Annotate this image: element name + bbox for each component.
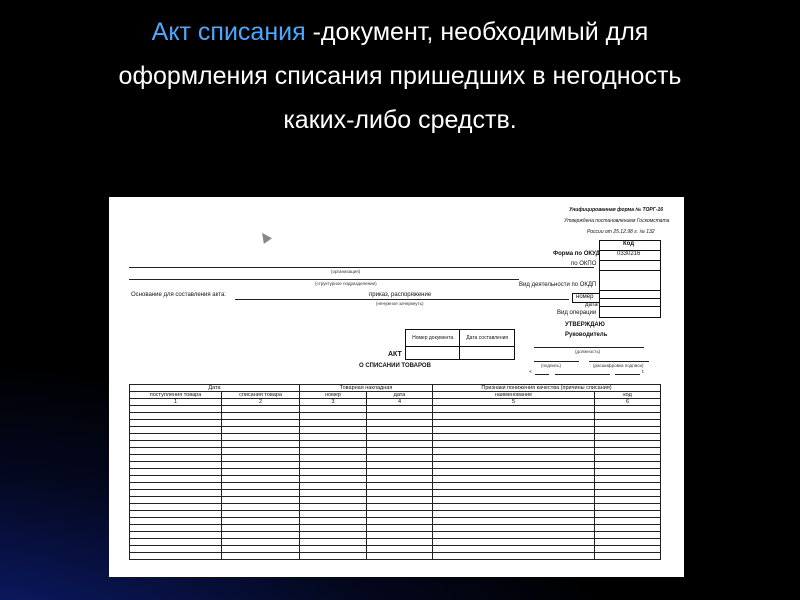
table-cell — [222, 427, 300, 434]
table-cell — [130, 441, 222, 448]
table-cell — [595, 539, 661, 546]
table-cell — [595, 511, 661, 518]
table-cell — [367, 483, 433, 490]
table-cell — [367, 532, 433, 539]
table-cell — [222, 511, 300, 518]
table-cell — [130, 406, 222, 413]
table-cell — [433, 427, 595, 434]
org-line — [129, 267, 594, 268]
table-cell — [367, 420, 433, 427]
table-cell — [367, 462, 433, 469]
table-cell — [367, 413, 433, 420]
signature-line — [534, 361, 579, 362]
table-cell — [595, 546, 661, 553]
table-cell — [433, 546, 595, 553]
table-row — [130, 420, 661, 427]
table-cell — [367, 553, 433, 560]
col-header-written-off: списания товара — [222, 392, 300, 399]
table-cell — [595, 455, 661, 462]
form-header-3: России от 25.12.98 г. № 132 — [587, 229, 655, 235]
col-header-received: поступления товара — [130, 392, 222, 399]
table-cell — [367, 427, 433, 434]
table-cell — [433, 455, 595, 462]
table-row — [130, 532, 661, 539]
table-cell — [595, 525, 661, 532]
code-label: Код — [623, 241, 635, 247]
position-line — [534, 347, 644, 348]
head-label: Руководитель — [565, 332, 608, 338]
table-cell — [433, 539, 595, 546]
unit-caption: (структурное подразделение) — [315, 281, 377, 286]
table-cell — [130, 434, 222, 441]
table-cell — [300, 483, 367, 490]
act-title: АКТ — [388, 351, 402, 358]
col-number-5: 5 — [433, 399, 595, 406]
table-cell — [130, 420, 222, 427]
table-cell — [595, 490, 661, 497]
table-row — [130, 434, 661, 441]
table-cell — [222, 420, 300, 427]
table-cell — [300, 490, 367, 497]
table-cell — [130, 427, 222, 434]
table-row — [130, 476, 661, 483]
table-cell — [433, 406, 595, 413]
decode-caption: (расшифровка подписи) — [593, 363, 644, 368]
table-cell — [222, 497, 300, 504]
date-label: дата — [585, 302, 598, 308]
org-caption: (организация) — [331, 269, 361, 274]
table-cell — [222, 413, 300, 420]
table-cell — [367, 539, 433, 546]
table-cell — [300, 406, 367, 413]
table-cell — [222, 525, 300, 532]
table-cell — [300, 441, 367, 448]
table-cell — [367, 546, 433, 553]
title-line-3: каких-либо средств. — [283, 106, 517, 134]
table-row — [130, 511, 661, 518]
table-cell — [300, 497, 367, 504]
table-cell — [300, 448, 367, 455]
table-cell — [130, 497, 222, 504]
table-cell — [222, 546, 300, 553]
table-cell — [433, 511, 595, 518]
table-cell — [222, 476, 300, 483]
basis-label: Основание для составления акта: — [131, 292, 226, 298]
table-cell — [595, 406, 661, 413]
col-number-2: 2 — [222, 399, 300, 406]
table-cell — [300, 469, 367, 476]
table-cell — [222, 441, 300, 448]
table-cell — [433, 518, 595, 525]
okdp-label: Вид деятельности по ОКДП — [519, 282, 597, 288]
table-cell — [595, 462, 661, 469]
table-row — [130, 497, 661, 504]
table-cell — [595, 469, 661, 476]
table-cell — [300, 553, 367, 560]
table-cell — [222, 448, 300, 455]
table-cell — [433, 553, 595, 560]
table-row — [130, 546, 661, 553]
table-cell — [130, 462, 222, 469]
table-cell — [130, 413, 222, 420]
table-cell — [222, 483, 300, 490]
table-row — [130, 518, 661, 525]
table-cell — [130, 490, 222, 497]
table-cell — [433, 497, 595, 504]
okud-value: 0330216 — [617, 251, 641, 257]
table-cell — [595, 504, 661, 511]
quote-mark: « — [529, 369, 532, 375]
table-cell — [130, 525, 222, 532]
table-row — [130, 490, 661, 497]
slide-title — [40, 10, 760, 142]
table-cell — [433, 420, 595, 427]
doc-number-cell — [406, 347, 460, 360]
table-cell — [367, 469, 433, 476]
table-cell — [130, 476, 222, 483]
table-cell — [595, 532, 661, 539]
table-cell — [130, 469, 222, 476]
group-date-header: Дата — [130, 385, 300, 392]
table-cell — [300, 413, 367, 420]
table-cell — [130, 511, 222, 518]
table-row — [130, 448, 661, 455]
table-cell — [367, 504, 433, 511]
table-row — [130, 525, 661, 532]
table-row — [130, 406, 661, 413]
table-cell — [222, 532, 300, 539]
table-cell — [222, 539, 300, 546]
month-line — [555, 374, 610, 375]
table-cell — [595, 441, 661, 448]
form-header-1: Унифицированная форма № ТОРГ-16 — [569, 207, 664, 213]
unit-line — [129, 279, 519, 280]
group-invoice-header: Товарная накладная — [300, 385, 433, 392]
table-cell — [433, 448, 595, 455]
table-cell — [222, 469, 300, 476]
table-cell — [222, 490, 300, 497]
table-cell — [300, 455, 367, 462]
table-cell — [595, 448, 661, 455]
table-row — [130, 413, 661, 420]
table-cell — [300, 462, 367, 469]
table-cell — [367, 518, 433, 525]
table-cell — [595, 476, 661, 483]
table-cell — [300, 546, 367, 553]
table-cell — [300, 476, 367, 483]
table-row — [130, 455, 661, 462]
table-cell — [222, 462, 300, 469]
table-cell — [222, 504, 300, 511]
basis-line — [235, 299, 569, 300]
col-number-3: 3 — [300, 399, 367, 406]
table-row — [130, 441, 661, 448]
table-cell — [130, 539, 222, 546]
table-cell — [367, 448, 433, 455]
table-cell — [222, 518, 300, 525]
table-row — [130, 469, 661, 476]
table-cell — [433, 532, 595, 539]
table-row — [130, 539, 661, 546]
table-cell — [300, 525, 367, 532]
title-highlight: Акт списания — [151, 18, 306, 46]
title-line-2: оформления списания пришедших в негодность — [118, 62, 682, 90]
table-cell — [595, 553, 661, 560]
table-cell — [433, 490, 595, 497]
group-quality-header: Признаки понижения качества (причины списания) — [433, 385, 661, 392]
table-row — [130, 483, 661, 490]
table-cell — [130, 518, 222, 525]
decode-line — [589, 361, 649, 362]
table-cell — [130, 532, 222, 539]
col-number-4: 4 — [367, 399, 433, 406]
table-cell — [367, 476, 433, 483]
table-cell — [300, 511, 367, 518]
table-row — [130, 427, 661, 434]
table-cell — [367, 490, 433, 497]
doc-date-cell — [460, 347, 515, 360]
basis-value: приказ, распоряжение — [369, 292, 432, 298]
table-cell — [300, 532, 367, 539]
table-cell — [595, 434, 661, 441]
table-cell — [433, 469, 595, 476]
col-header-name: наименование — [433, 392, 595, 399]
table-cell — [222, 455, 300, 462]
table-cell — [595, 413, 661, 420]
table-cell — [300, 434, 367, 441]
act-number-table — [405, 329, 515, 360]
doc-date-header: Дата составления — [460, 330, 515, 347]
table-cell — [433, 476, 595, 483]
table-cell — [433, 525, 595, 532]
table-cell — [367, 455, 433, 462]
table-cell — [367, 497, 433, 504]
act-subtitle: О СПИСАНИИ ТОВАРОВ — [359, 363, 431, 369]
table-cell — [300, 420, 367, 427]
table-cell — [433, 483, 595, 490]
okud-label: Форма по ОКУД — [553, 251, 600, 257]
table-cell — [595, 420, 661, 427]
form-document — [109, 197, 684, 577]
year-mark: г. — [642, 369, 645, 375]
table-cell — [130, 546, 222, 553]
table-cell — [595, 497, 661, 504]
table-cell — [595, 427, 661, 434]
table-cell — [433, 504, 595, 511]
signature-caption: (подпись) — [541, 363, 562, 368]
table-cell — [222, 434, 300, 441]
table-cell — [367, 434, 433, 441]
number-label: номер — [576, 294, 594, 300]
table-cell — [130, 504, 222, 511]
table-cell — [595, 483, 661, 490]
form-header-2: Утверждена постановлением Госкомстата — [564, 218, 670, 224]
year-line — [615, 374, 640, 375]
table-cell — [300, 518, 367, 525]
table-cell — [367, 511, 433, 518]
table-cell — [433, 434, 595, 441]
day-line — [535, 374, 549, 375]
table-cell — [300, 539, 367, 546]
table-row — [130, 504, 661, 511]
table-cell — [130, 483, 222, 490]
table-cell — [433, 413, 595, 420]
title-line-1: -документ, необходимый для — [305, 18, 649, 46]
basis-caption: (ненужное зачеркнуть) — [376, 301, 424, 306]
mouse-cursor-icon — [258, 230, 272, 244]
table-cell — [367, 525, 433, 532]
table-cell — [130, 455, 222, 462]
col-header-number: номер — [300, 392, 367, 399]
table-cell — [130, 448, 222, 455]
goods-table — [129, 384, 661, 560]
col-number-1: 1 — [130, 399, 222, 406]
col-number-6: 6 — [595, 399, 661, 406]
table-row — [130, 553, 661, 560]
table-row — [130, 462, 661, 469]
table-cell — [433, 462, 595, 469]
table-cell — [222, 406, 300, 413]
table-cell — [433, 441, 595, 448]
col-header-date: дата — [367, 392, 433, 399]
approve-label: УТВЕРЖДАЮ — [565, 322, 605, 328]
okpo-label: по ОКПО — [571, 261, 597, 267]
table-cell — [595, 518, 661, 525]
doc-number-header: Номер документа — [406, 330, 460, 347]
table-cell — [300, 427, 367, 434]
table-cell — [222, 553, 300, 560]
col-header-code: код — [595, 392, 661, 399]
operation-label: Вид операции — [557, 310, 597, 316]
table-cell — [367, 406, 433, 413]
position-caption: (должность) — [575, 349, 601, 354]
table-cell — [300, 504, 367, 511]
table-cell — [130, 553, 222, 560]
table-cell — [367, 441, 433, 448]
